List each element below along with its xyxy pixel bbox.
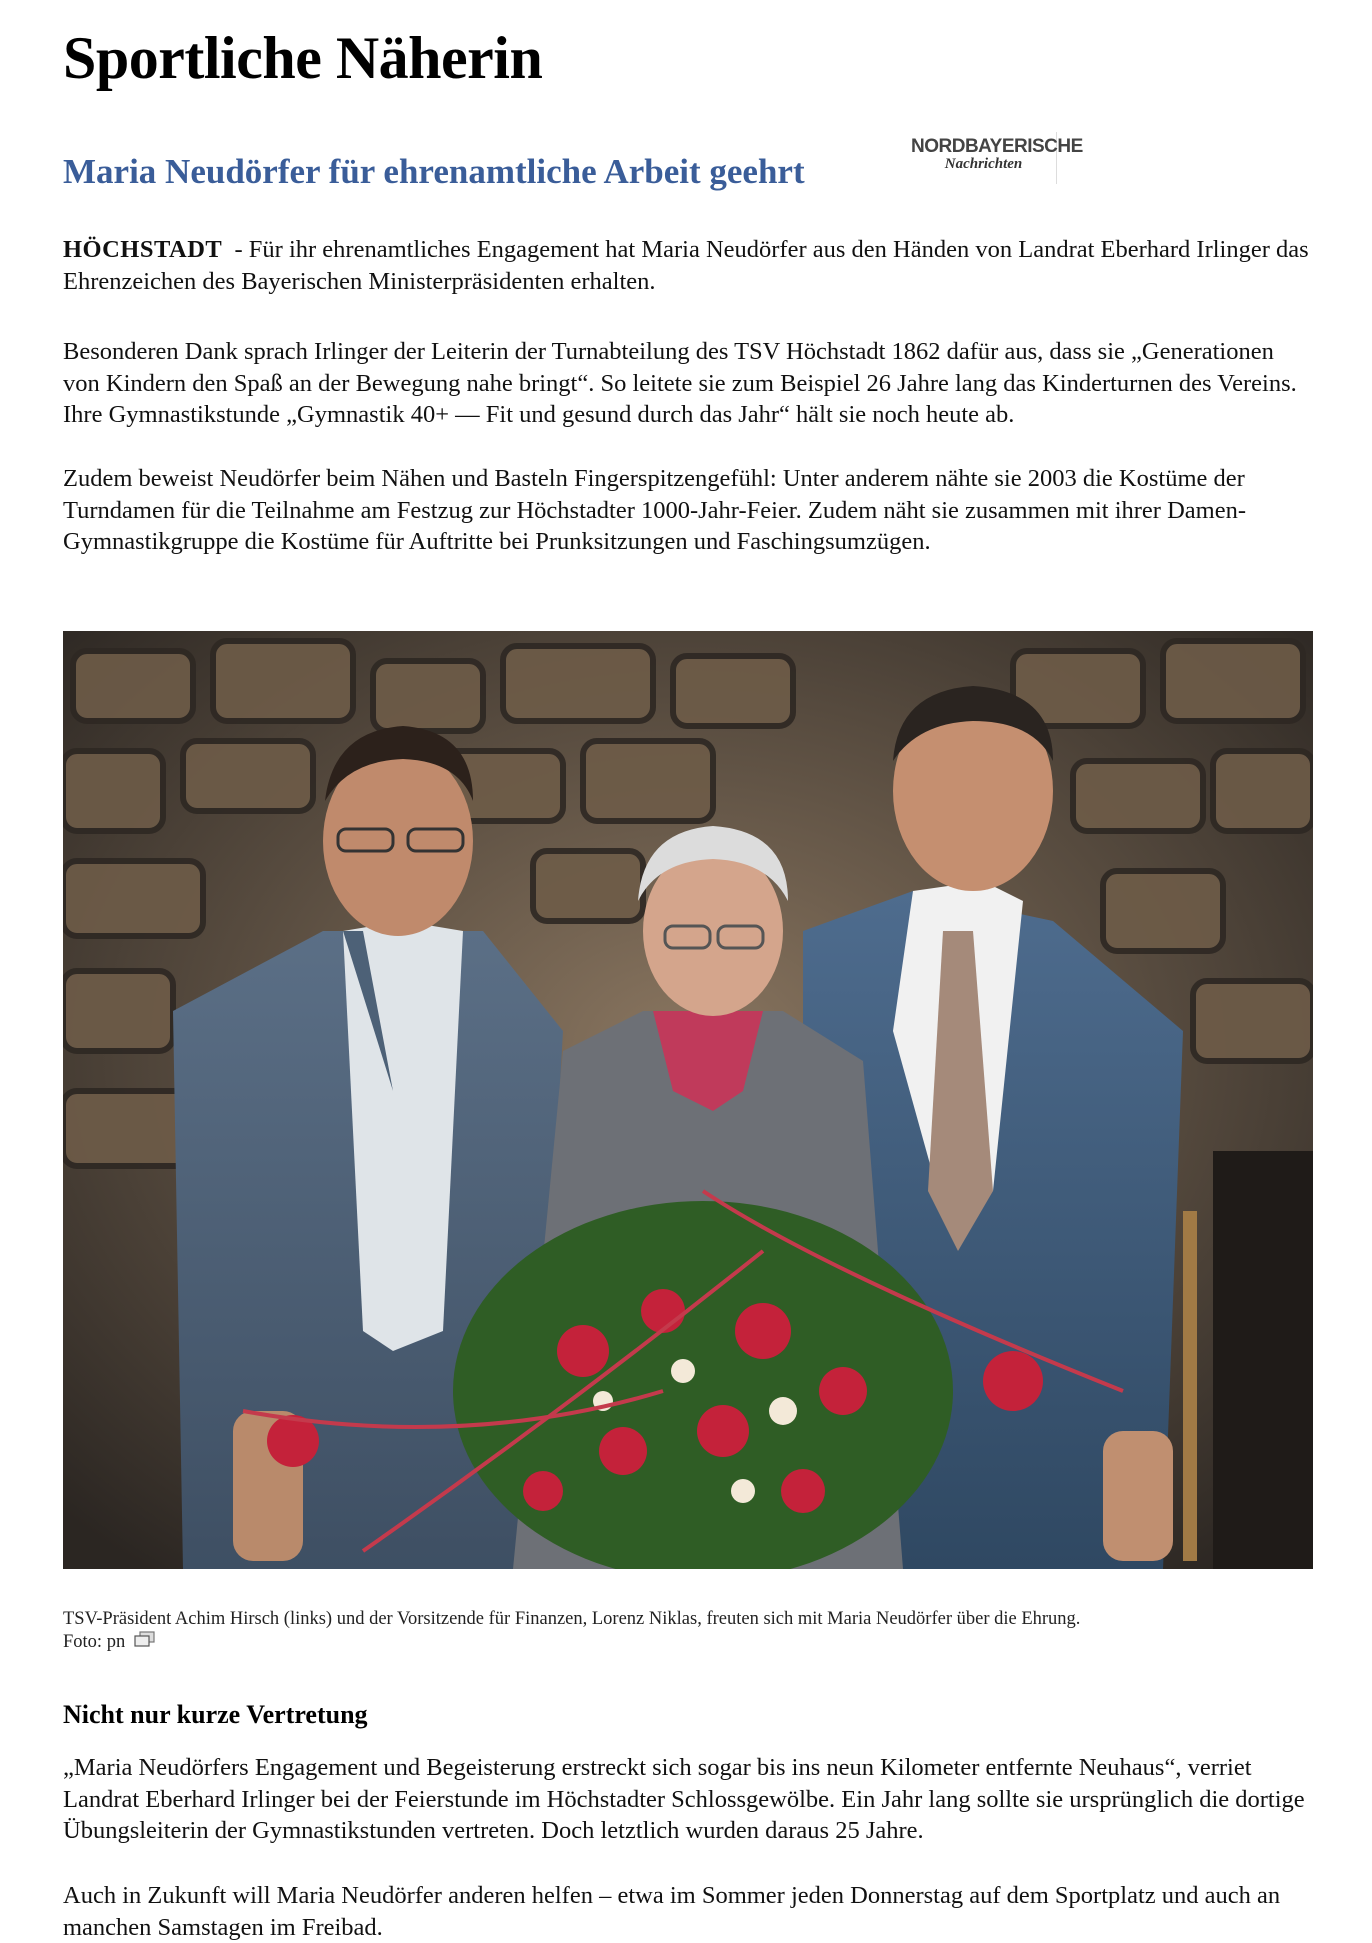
article-photo: [63, 631, 1313, 1569]
logo-line-1: NORDBAYERISCHE: [911, 136, 1083, 157]
dateline: HÖCHSTADT: [63, 236, 223, 263]
lead-text: - Für ihr ehrenamtliches Engagement hat Maria Neudörfer aus den Händen von Landrat Eberhard Irlinger das Ehrenzeichen des Bayerischen Ministerpräsidenten erhalten.: [63, 236, 1315, 295]
enlarge-image-icon[interactable]: [134, 1631, 156, 1654]
newspaper-logo: [911, 132, 1083, 184]
paragraph-3: Zudem beweist Neudörfer beim Nähen und Basteln Fingerspitzengefühl: Unter anderem nähte sie 2003 die Kostüme der Turndamen für die Teilnahme am Festzug zur Höchstadter 1000-Jahr-Feier. Zudem näht sie zusammen mit ihrer Damen-Gymnastikgruppe die Kostüme für Auftritte bei Prunksitzungen und Faschingsumzügen.: [63, 465, 1246, 555]
paragraph-2: Besonderen Dank sprach Irlinger der Leiterin der Turnabteilung des TSV Höchstadt 1862 dafür aus, dass sie „Generationen von Kindern den Spaß an der Bewegung nahe bringt“. So leitete sie zum Beispiel 26 Jahre lang das Kinderturnen des Vereins. Ihre Gymnastikstunde „Gymnastik 40+ — Fit und gesund durch das Jahr“ hält sie noch heute ab.: [63, 338, 1297, 428]
photo-credit: Foto: pn: [63, 1632, 126, 1652]
paragraph-5: Auch in Zukunft will Maria Neudörfer anderen helfen – etwa im Sommer jeden Donnerstag auf dem Sportplatz und auch an manchen Samstagen im Freibad.: [63, 1882, 1281, 1941]
photo-credit-line: [63, 1631, 1313, 1654]
photo-caption: TSV-Präsident Achim Hirsch (links) und der Vorsitzende für Finanzen, Lorenz Niklas, freuten sich mit Maria Neudörfer über die Ehrung.: [63, 1609, 1081, 1629]
lead-paragraph: [63, 234, 1313, 297]
logo-line-2: Nachrichten: [944, 156, 1023, 172]
photo-caption-block: [63, 1608, 1313, 1654]
section-heading: Nicht nur kurze Vertretung: [63, 1700, 368, 1729]
subheadline: Maria Neudörfer für ehrenamtliche Arbeit geehrt: [63, 152, 805, 191]
headline: Sportliche Näherin: [63, 25, 543, 91]
paragraph-4: „Maria Neudörfers Engagement und Begeisterung erstreckt sich sogar bis ins neun Kilometer entfernte Neuhaus“, verriet Landrat Eberhard Irlinger bei der Feierstunde im Höchstadter Schlossgewölbe. Ein Jahr lang sollte sie ursprünglich die dortige Übungsleiterin der Gymnastikstunden vertreten. Doch letztlich wurden daraus 25 Jahre.: [63, 1754, 1305, 1844]
photo-illustration: [63, 631, 1313, 1569]
